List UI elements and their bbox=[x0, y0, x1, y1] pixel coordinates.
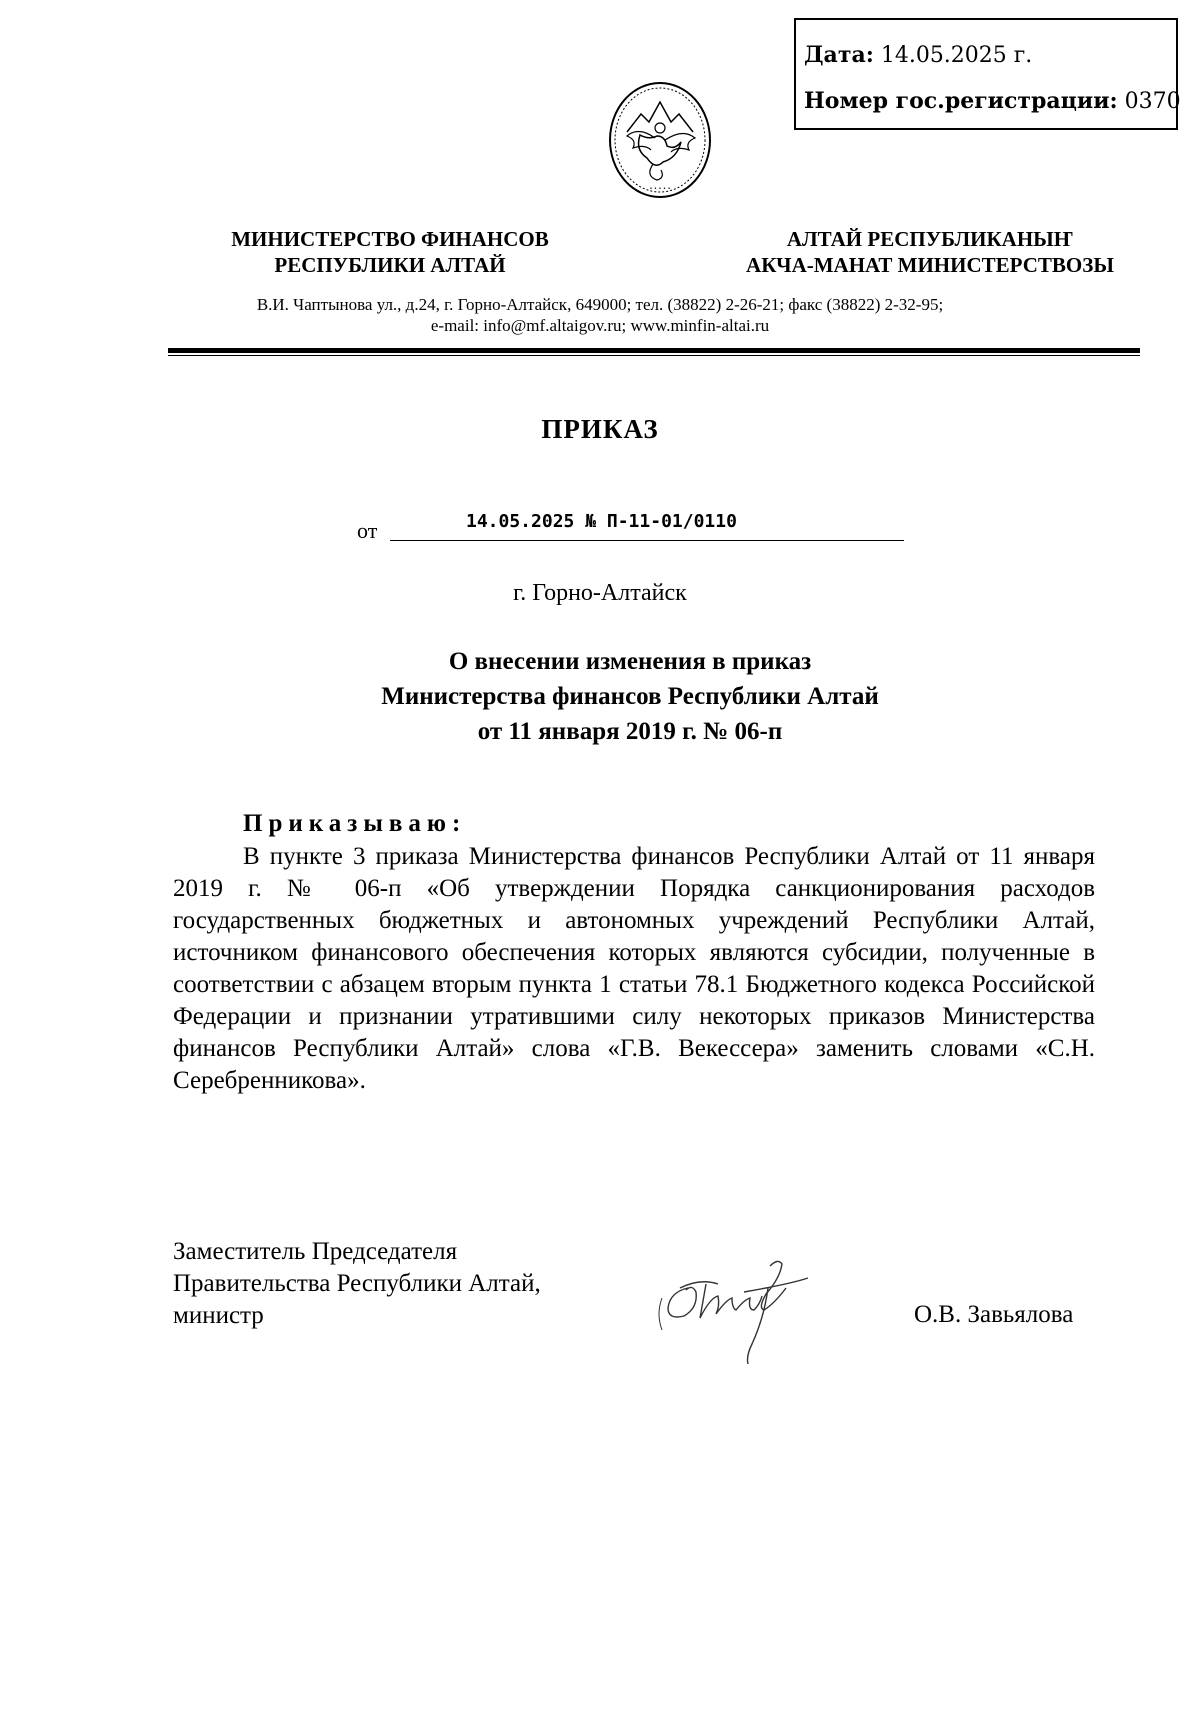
signatory-title-line2: Правительства Республики Алтай, bbox=[173, 1270, 541, 1297]
subject-line2: Министерства финансов Республики Алтай bbox=[381, 683, 879, 710]
ministry-name-altai bbox=[720, 226, 1140, 278]
signatory-name: О.В. Завьялова bbox=[914, 1301, 1074, 1328]
header-divider-thin bbox=[168, 355, 1140, 356]
signatory-title bbox=[173, 1236, 541, 1332]
document-date-number: 14.05.2025 № П-11-01/0110 bbox=[466, 511, 737, 532]
registration-date-line bbox=[804, 42, 1032, 68]
coat-of-arms-emblem bbox=[605, 80, 715, 200]
registration-number-value: 0370 bbox=[1124, 89, 1181, 114]
header-divider-thick bbox=[168, 348, 1140, 353]
registration-number-line bbox=[804, 88, 1181, 114]
ministry-name-russian bbox=[200, 226, 580, 278]
document-type-title: ПРИКАЗ bbox=[541, 414, 659, 444]
ministry-address bbox=[160, 294, 1040, 336]
handwritten-signature bbox=[640, 1248, 840, 1378]
signatory-title-line3: министр bbox=[173, 1302, 264, 1329]
registration-number-label: Номер гос.регистрации: bbox=[804, 88, 1118, 114]
order-body-text: В пункте 3 приказа Министерства финансов Республики Алтай от 11 января 2019 г. № 06-п «Об утверждении Порядка санкционирования расходов государственных бюджетных и автономных учреждений Республики Алтай, источником финансового обеспечения которых являются субсидии, полученные в соответствии с абзацем вторым пункта 1 статьи 78.1 Бюджетного кодекса Российской Федерации и признании утратившими силу некоторых приказов Министерства финансов Республики Алтай» слова «Г.В. Векессера» заменить словами «С.Н. Серебренникова». bbox=[173, 843, 1095, 1094]
registration-date-value: 14.05.2025 г. bbox=[880, 43, 1033, 68]
address-line1: В.И. Чаптынова ул., д.24, г. Горно-Алтайск, 649000; тел. (38822) 2-26-21; факс (38822) 2-32-95; bbox=[256, 295, 944, 314]
ministry-name-altai-line1: АЛТАЙ РЕСПУБЛИКАНЫҤ bbox=[786, 227, 1074, 251]
document-subject bbox=[0, 644, 1200, 749]
document-city: г. Горно-Алтайск bbox=[513, 580, 687, 606]
address-line2: e-mail: info@mf.altaigov.ru; www.minfin-altai.ru bbox=[430, 316, 770, 335]
subject-line1: О внесении изменения в приказ bbox=[448, 648, 812, 675]
registration-date-label: Дата: bbox=[804, 42, 874, 68]
ministry-name-russian-line2: РЕСПУБЛИКИ АЛТАЙ bbox=[274, 253, 506, 277]
signatory-title-line1: Заместитель Председателя bbox=[173, 1238, 458, 1265]
ministry-name-russian-line1: МИНИСТЕРСТВО ФИНАНСОВ bbox=[231, 227, 549, 251]
date-underline bbox=[390, 540, 904, 541]
registration-stamp bbox=[794, 18, 1181, 130]
ministry-name-altai-line2: АКЧА-МАНАТ МИНИСТЕРСТВОЗЫ bbox=[746, 253, 1114, 277]
subject-line3: от 11 января 2019 г. № 06-п bbox=[477, 718, 783, 745]
svg-text:• • • • •: • • • • • bbox=[649, 186, 671, 192]
date-prefix: от bbox=[357, 518, 378, 543]
order-word: Приказываю: bbox=[243, 810, 467, 837]
